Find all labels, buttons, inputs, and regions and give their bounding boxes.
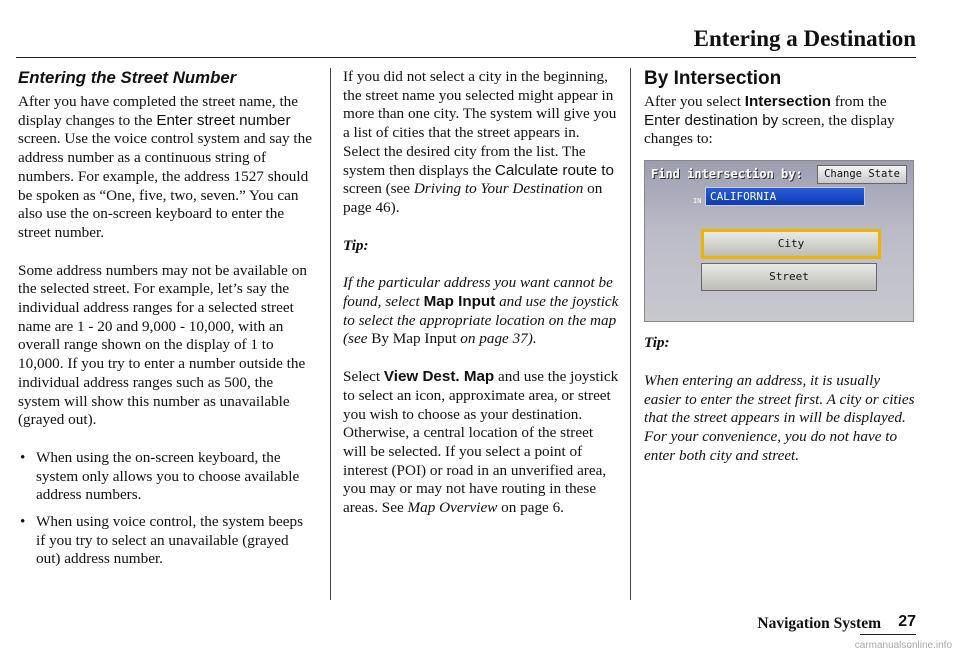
ui-term-intersection: Intersection bbox=[744, 93, 831, 110]
paragraph-view-dest-map: Select View Dest. Map and use the joystick to select an icon, approximate area, or street you wish to choose as your destination. Otherwise, a central location of the street will be selected. If you select a point of interest (POI) or road in an unverified area, you may or may not have routing in these areas. See Map Overview on page 6. bbox=[343, 368, 619, 517]
state-field[interactable]: CALIFORNIA bbox=[705, 187, 865, 206]
tip-label: Tip: bbox=[644, 334, 670, 352]
bullet-list bbox=[18, 449, 316, 569]
ui-term-enter-street-number: Enter street number bbox=[156, 111, 291, 129]
paragraph-city-selection: If you did not select a city in the beginning, the street name you selected might appear in more than one city. The system will give you a list of cities that the street appears in. Select the desired city from the list. The system then displays the Calculate route to screen (see Driving to Your Destination on page 46). bbox=[343, 68, 617, 216]
footer-system-name: Navigation System bbox=[757, 615, 881, 632]
ref-driving-to-destination: Driving to Your Destination bbox=[413, 180, 584, 198]
ui-term-calculate-route: Calculate route to bbox=[494, 161, 614, 179]
tip-map-input: If the particular address you want cannot be found, select Map Input and use the joystick to select the appropriate location on the map (see By Map Input on page 37). bbox=[343, 274, 619, 348]
paragraph-intersection-intro: After you select Intersection from the Enter destination by screen, the display changes to: bbox=[644, 93, 895, 148]
nav-screen-find-intersection bbox=[644, 160, 914, 322]
list-item: • When using voice control, the system beeps if you try to select an unavailable (grayed out) address number. bbox=[20, 513, 303, 568]
ui-term-view-dest-map: View Dest. Map bbox=[383, 368, 495, 386]
street-button[interactable]: Street bbox=[701, 263, 877, 291]
column-right bbox=[644, 68, 920, 484]
header-rule bbox=[16, 57, 916, 58]
section-heading-by-intersection: By Intersection bbox=[644, 68, 782, 89]
ui-term-map-input: Map Input bbox=[423, 293, 496, 311]
paragraph-address-ranges: Some address numbers may not be available on the selected street. For example, let’s say the individual address ranges for a selected street name are 1 - 20 and 9,000 - 10,000, with an overall range shown on the display of 1 to 10,000. If you try to enter a number outside the individual address ranges such as 500, the system will show this number as unavailable (grayed out). bbox=[18, 261, 307, 429]
column-middle bbox=[343, 68, 619, 537]
ref-map-overview: Map Overview bbox=[407, 499, 498, 517]
screen-title: Find intersection by: bbox=[651, 167, 803, 182]
page-number: 27 bbox=[898, 613, 916, 630]
ref-by-map-input: By Map Input bbox=[371, 330, 457, 348]
paragraph-street-number-intro: After you have completed the street name, the display changes to the Enter street number screen. Use the voice control system and say the address number as a continuous string of numbers. For example, the address 1527 should be spoken as “One, five, two, seven.” You can also use the on-screen keyboard to enter the street number. bbox=[18, 93, 312, 241]
column-divider bbox=[630, 68, 631, 600]
city-button[interactable]: City bbox=[701, 229, 881, 259]
tip-street-first: When entering an address, it is usually easier to enter the street first. A city or cities that the street appears in will be displayed. For your convenience, you do not have to enter both city and street. bbox=[644, 371, 915, 464]
column-divider bbox=[330, 68, 331, 600]
watermark: carmanualsonline.info bbox=[854, 640, 952, 651]
footer-rule bbox=[860, 634, 916, 635]
list-item: • When using the on-screen keyboard, the system only allows you to choose available address numbers. bbox=[20, 448, 300, 504]
section-heading-street-number: Entering the Street Number bbox=[18, 68, 237, 87]
tip-label: Tip: bbox=[343, 236, 369, 254]
page-header-title: Entering a Destination bbox=[693, 26, 916, 51]
ui-term-enter-destination-by: Enter destination by bbox=[644, 111, 779, 129]
column-left bbox=[18, 68, 316, 577]
in-label: IN bbox=[693, 197, 702, 206]
change-state-button[interactable]: Change State bbox=[817, 165, 907, 184]
